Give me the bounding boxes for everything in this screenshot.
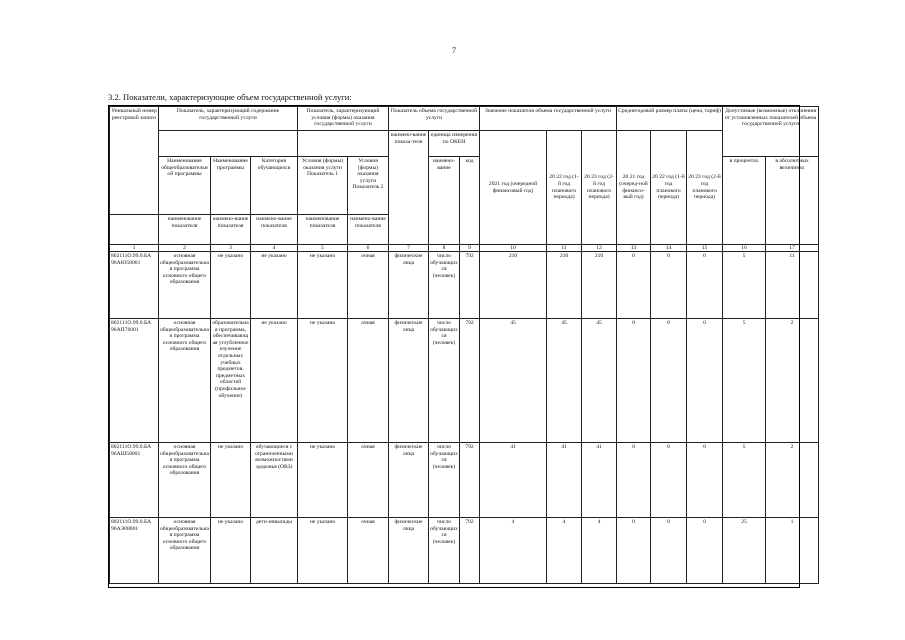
header-allowed-deviations: Допустимые (возможные) отклонения от установленных показателей объема государственной услуги [723,107,819,157]
header-program-title: Наименование программы [211,157,251,215]
cell-fee-2021: 0 [617,518,651,584]
col-number: 4 [251,245,298,252]
cell-unit: число обучающихся (человек) [429,518,460,584]
cell-fee-2022: 0 [651,319,687,443]
cell-deviation-percent: 25 [723,518,766,584]
cell-value-2022: 45 [547,319,582,443]
cell-deviation-absolute: 1 [766,518,819,584]
cell-indicator: физические лица [389,443,429,518]
cell-fee-2022: 0 [651,252,687,319]
cell-program-title: не указано [211,252,251,319]
header-condition-2: Условия (формы) оказания услуги Показатель 2 [348,157,389,215]
header-content-indicator: Показатель, характеризующий содержание государственной услуги [159,107,298,131]
cell-fee-2021: 0 [617,252,651,319]
cell-code: 792 [460,518,480,584]
cell-program-title: не указано [211,518,251,584]
col-number: 13 [617,245,651,252]
header-indicator-name-c: наимено-вание показателя [251,215,298,245]
col-number: 1 [110,245,159,252]
cell-program: основная общеобразовательная программа основного общего образования [159,319,211,443]
cell-value-2021: 45 [480,319,547,443]
header-indicator-name-e: наимено-вание показателя [348,215,389,245]
cell-fee-2022: 0 [651,443,687,518]
cell-value-2023: 4 [582,518,617,584]
header-deviation-percent: в процентах [723,157,766,245]
cell-fee-2021: 0 [617,443,651,518]
table-row [110,518,819,584]
header-2021-value: 2021 год (очередной финансовый год) [480,131,547,245]
cell-code: 792 [460,252,480,319]
cell-fee-2022: 0 [651,518,687,584]
cell-condition-2: очная [348,252,389,319]
col-number: 3 [211,245,251,252]
cell-indicator: физические лица [389,319,429,443]
header-indicator-name-d: наименование показателя [298,215,348,245]
col-number: 5 [298,245,348,252]
cell-unit: число обучающихся (человек) [429,443,460,518]
cell-indicator: физические лица [389,518,429,584]
cell-fee-2023: 0 [687,319,723,443]
cell-code: 792 [460,319,480,443]
table-row [110,443,819,518]
col-number: 10 [480,245,547,252]
cell-program: основная общеобразовательная программа основного общего образования [159,518,211,584]
col-number: 12 [582,245,617,252]
cell-condition-2: очная [348,319,389,443]
col-number: 16 [723,245,766,252]
header-spacer-record [110,215,159,245]
cell-condition-1: не указано [298,319,348,443]
cell-value-2023: 45 [582,319,617,443]
cell-program-title: не указано [211,443,251,518]
header-spacer-content [159,131,298,157]
cell-unit: число обучающихся (человек) [429,252,460,319]
col-number: 11 [547,245,582,252]
section-title: 3.2. Показатели, характеризующие объем государственной услуги: [108,92,352,102]
header-2022-value: 20 22 год (1-й год планового периода) [547,131,582,245]
cell-fee-2021: 0 [617,319,651,443]
cell-code: 792 [460,443,480,518]
col-number: 6 [348,245,389,252]
header-unit-group: единица измерения по ОКЕИ [429,131,480,157]
volume-indicators-table [109,106,819,584]
header-record-number: Уникальный номер реестровой записи [110,107,159,215]
cell-category: не указано [251,319,298,443]
col-number: 15 [687,245,723,252]
page-number: 7 [452,46,456,55]
col-number: 9 [460,245,480,252]
cell-value-2022: 41 [547,443,582,518]
table-row [110,252,819,319]
cell-deviation-percent: 5 [723,443,766,518]
cell-value-2023: 210 [582,252,617,319]
cell-condition-2: очная [348,443,389,518]
cell-program: основная общеобразовательная программа основного общего образования [159,252,211,319]
col-number: 2 [159,245,211,252]
cell-unit: число обучающихся (человек) [429,319,460,443]
header-average-fee: Среднегодовой размер платы (цена, тариф) [617,107,723,131]
cell-record-id: 802111О.99.0.БА 96АП76001 [110,319,159,443]
cell-category: дети-инвалиды [251,518,298,584]
header-volume-indicator: Показатель объема государственной услуги [389,107,480,131]
cell-value-2022: 210 [547,252,582,319]
cell-value-2021: 210 [480,252,547,319]
table-row [110,319,819,443]
col-number: 17 [766,245,819,252]
col-number: 7 [389,245,429,252]
cell-indicator: физические лица [389,252,429,319]
header-2021-fee: 20 21 год (очеред-ной финансо-вый год) [617,131,651,245]
cell-fee-2023: 0 [687,252,723,319]
header-unit-code: код [460,157,480,245]
cell-value-2023: 41 [582,443,617,518]
header-spacer-conditions [298,131,389,157]
cell-value-2021: 4 [480,518,547,584]
cell-deviation-absolute: 2 [766,319,819,443]
cell-condition-2: очная [348,518,389,584]
header-2023-value: 20 23 год (2-й год планового периода) [582,131,617,245]
cell-fee-2023: 0 [687,443,723,518]
cell-fee-2023: 0 [687,518,723,584]
header-indicator-name-b: наимено-вание показателя [211,215,251,245]
cell-deviation-absolute: 11 [766,252,819,319]
cell-deviation-absolute: 2 [766,443,819,518]
cell-condition-1: не указано [298,443,348,518]
cell-condition-1: не указано [298,252,348,319]
header-indicator-name-a: наименование показателя [159,215,211,245]
cell-value-2022: 4 [547,518,582,584]
header-condition-1: Условия (формы) оказания услуги Показатель 1 [298,157,348,215]
cell-category: не указано [251,252,298,319]
header-conditions-indicator: Показатель, характеризующий условия (формы) оказания государственной услуги [298,107,389,131]
col-number: 8 [429,245,460,252]
cell-deviation-percent: 5 [723,319,766,443]
col-number: 14 [651,245,687,252]
cell-deviation-percent: 5 [723,252,766,319]
cell-value-2021: 41 [480,443,547,518]
header-program-name: Наименование общеобразовательной программы [159,157,211,215]
header-indicator-name: наимено-вание показа-теля [389,131,429,245]
header-2022-fee: 20 22 год (1-й год планового периода) [651,131,687,245]
cell-program: основная общеобразовательная программа основного общего образования [159,443,211,518]
cell-record-id: 802111О.99.0.БА 96АШ58001 [110,443,159,518]
header-deviation-absolute: в абсолютных величинах [766,157,819,245]
header-2023-fee: 20 23 год (2-й год планового периода) [687,131,723,245]
cell-record-id: 802111О.99.0.БА 96АЮ58001 [110,252,159,319]
header-volume-value: Значение показателя объема государственной услуги [480,107,617,131]
cell-category: обучающиеся с ограниченными возможностями здоровья (ОВЗ) [251,443,298,518]
cell-record-id: 802111О.99.0.БА 96АЭ08001 [110,518,159,584]
cell-program-title: образовательная программа, обеспечивающая углубленное изучение отдельных учебных предметов, предметных областей (профильное обучение) [211,319,251,443]
cell-condition-1: не указано [298,518,348,584]
header-category: Категория обучающихся [251,157,298,215]
header-unit-name: наимено-вание [429,157,460,245]
